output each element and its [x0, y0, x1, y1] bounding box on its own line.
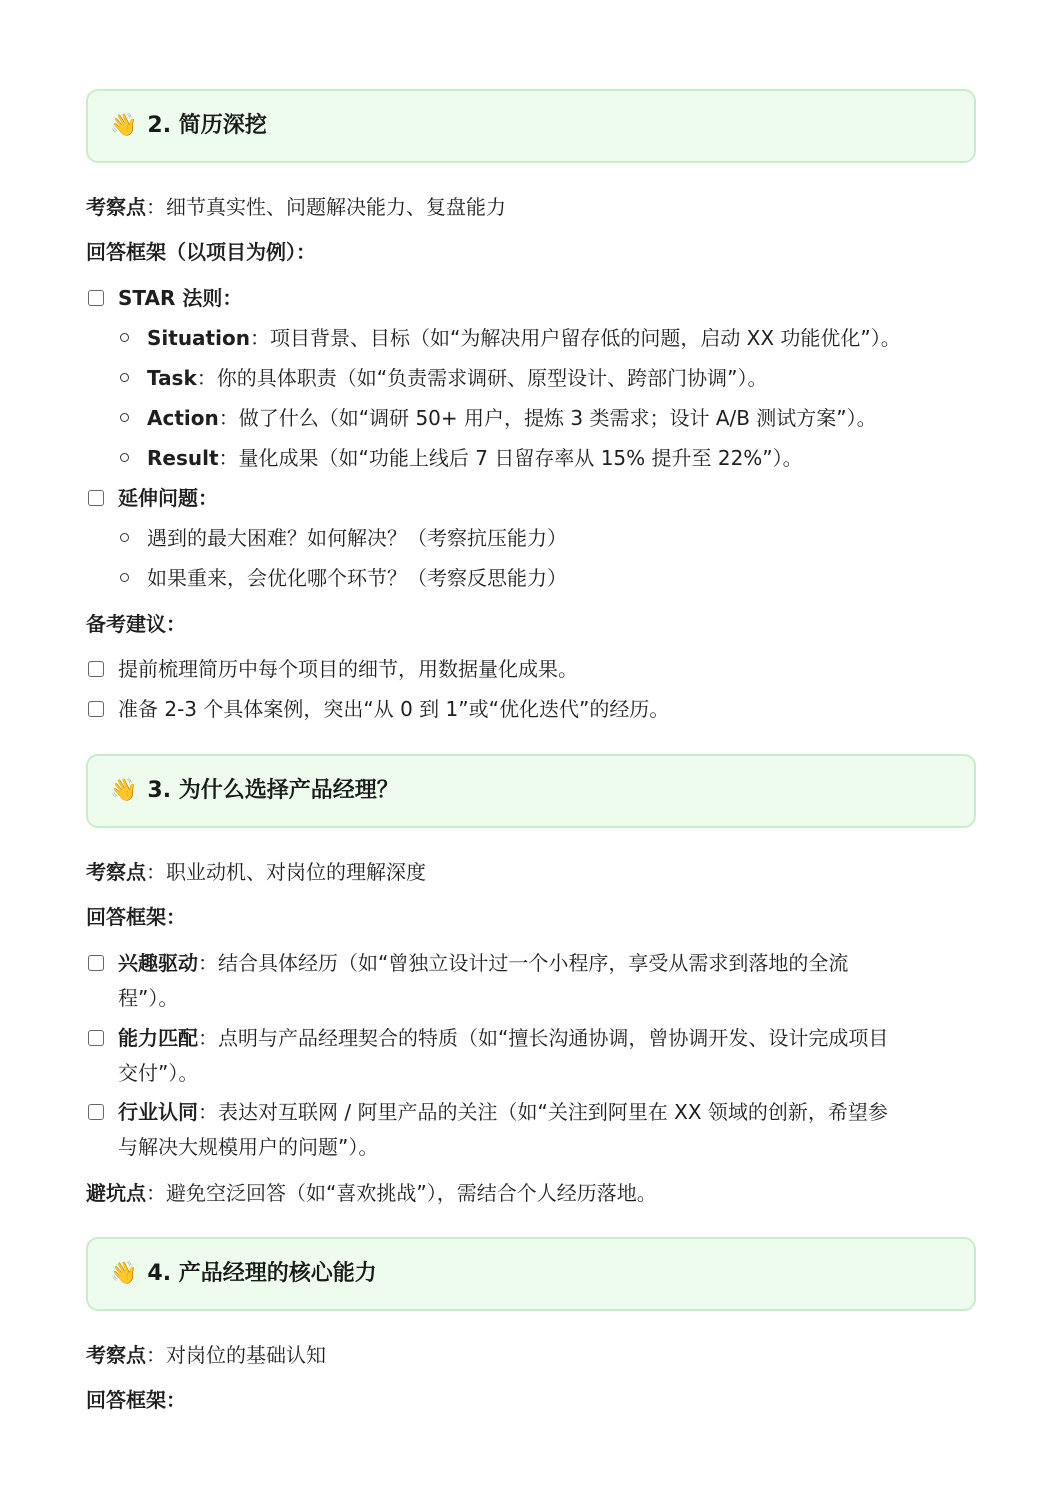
section-title: 4. 产品经理的核心能力 — [147, 1260, 377, 1286]
checklist-item[interactable]: 延伸问题： — [86, 481, 218, 516]
waving-hand-icon: 👋 — [110, 1260, 138, 1286]
waving-hand-icon: 👋 — [110, 112, 138, 138]
framework-heading: 回答框架（以项目为例）： — [86, 240, 316, 264]
checkbox-icon[interactable] — [88, 701, 104, 717]
bullet-icon — [120, 413, 129, 422]
focus-line: 考察点：职业动机、对岗位的理解深度 — [86, 860, 426, 884]
bullet-icon — [120, 373, 129, 382]
checklist-item[interactable]: 提前梳理简历中每个项目的细节，用数据量化成果。 — [86, 652, 578, 687]
prep-heading: 备考建议： — [86, 612, 186, 636]
bullet-icon — [120, 333, 129, 342]
checkbox-icon[interactable] — [88, 490, 104, 506]
framework-heading: 回答框架： — [86, 905, 186, 929]
waving-hand-icon: 👋 — [110, 777, 138, 803]
avoid-line: 避坑点：避免空泛回答（如“喜欢挑战”），需结合个人经历落地。 — [86, 1181, 657, 1205]
checklist-item[interactable]: STAR 法则： — [86, 281, 242, 316]
section-header-core-abilities — [86, 1237, 976, 1311]
checkbox-icon[interactable] — [88, 661, 104, 677]
focus-line: 考察点：对岗位的基础认知 — [86, 1343, 326, 1367]
list-item: Action：做了什么（如“调研 50+ 用户，提炼 3 类需求；设计 A/B 测试方案”）。 — [86, 401, 877, 436]
section-title: 2. 简历深挖 — [147, 112, 267, 138]
checkbox-icon[interactable] — [88, 1104, 104, 1120]
list-item: 如果重来，会优化哪个环节？（考察反思能力） — [86, 561, 567, 596]
checklist-item[interactable]: 行业认同：表达对互联网 / 阿里产品的关注（如“关注到阿里在 XX 领域的创新，希望参 与解决大规模用户的问题”）。 — [86, 1095, 976, 1165]
section-header-why-pm — [86, 754, 976, 828]
checkbox-icon[interactable] — [88, 1030, 104, 1046]
focus-line: 考察点：细节真实性、问题解决能力、复盘能力 — [86, 195, 506, 219]
checklist-item[interactable]: 兴趣驱动：结合具体经历（如“曾独立设计过一个小程序，享受从需求到落地的全流 程”）。 — [86, 946, 976, 1016]
list-item: 遇到的最大困难？如何解决？（考察抗压能力） — [86, 521, 567, 556]
bullet-icon — [120, 573, 129, 582]
section-title: 3. 为什么选择产品经理？ — [147, 777, 399, 803]
list-item: Result：量化成果（如“功能上线后 7 日留存率从 15% 提升至 22%”）。 — [86, 441, 803, 476]
list-item: Task：你的具体职责（如“负责需求调研、原型设计、跨部门协调”）。 — [86, 361, 768, 396]
checklist-item[interactable]: 能力匹配：点明与产品经理契合的特质（如“擅长沟通协调，曾协调开发、设计完成项目 交付”）。 — [86, 1021, 976, 1091]
section-header-resume — [86, 89, 976, 163]
bullet-icon — [120, 533, 129, 542]
checkbox-icon[interactable] — [88, 955, 104, 971]
list-item: Situation：项目背景、目标（如“为解决用户留存低的问题，启动 XX 功能优化”）。 — [86, 321, 901, 356]
framework-heading: 回答框架： — [86, 1388, 186, 1412]
checklist-item[interactable]: 准备 2-3 个具体案例，突出“从 0 到 1”或“优化迭代”的经历。 — [86, 692, 669, 727]
bullet-icon — [120, 453, 129, 462]
checkbox-icon[interactable] — [88, 290, 104, 306]
